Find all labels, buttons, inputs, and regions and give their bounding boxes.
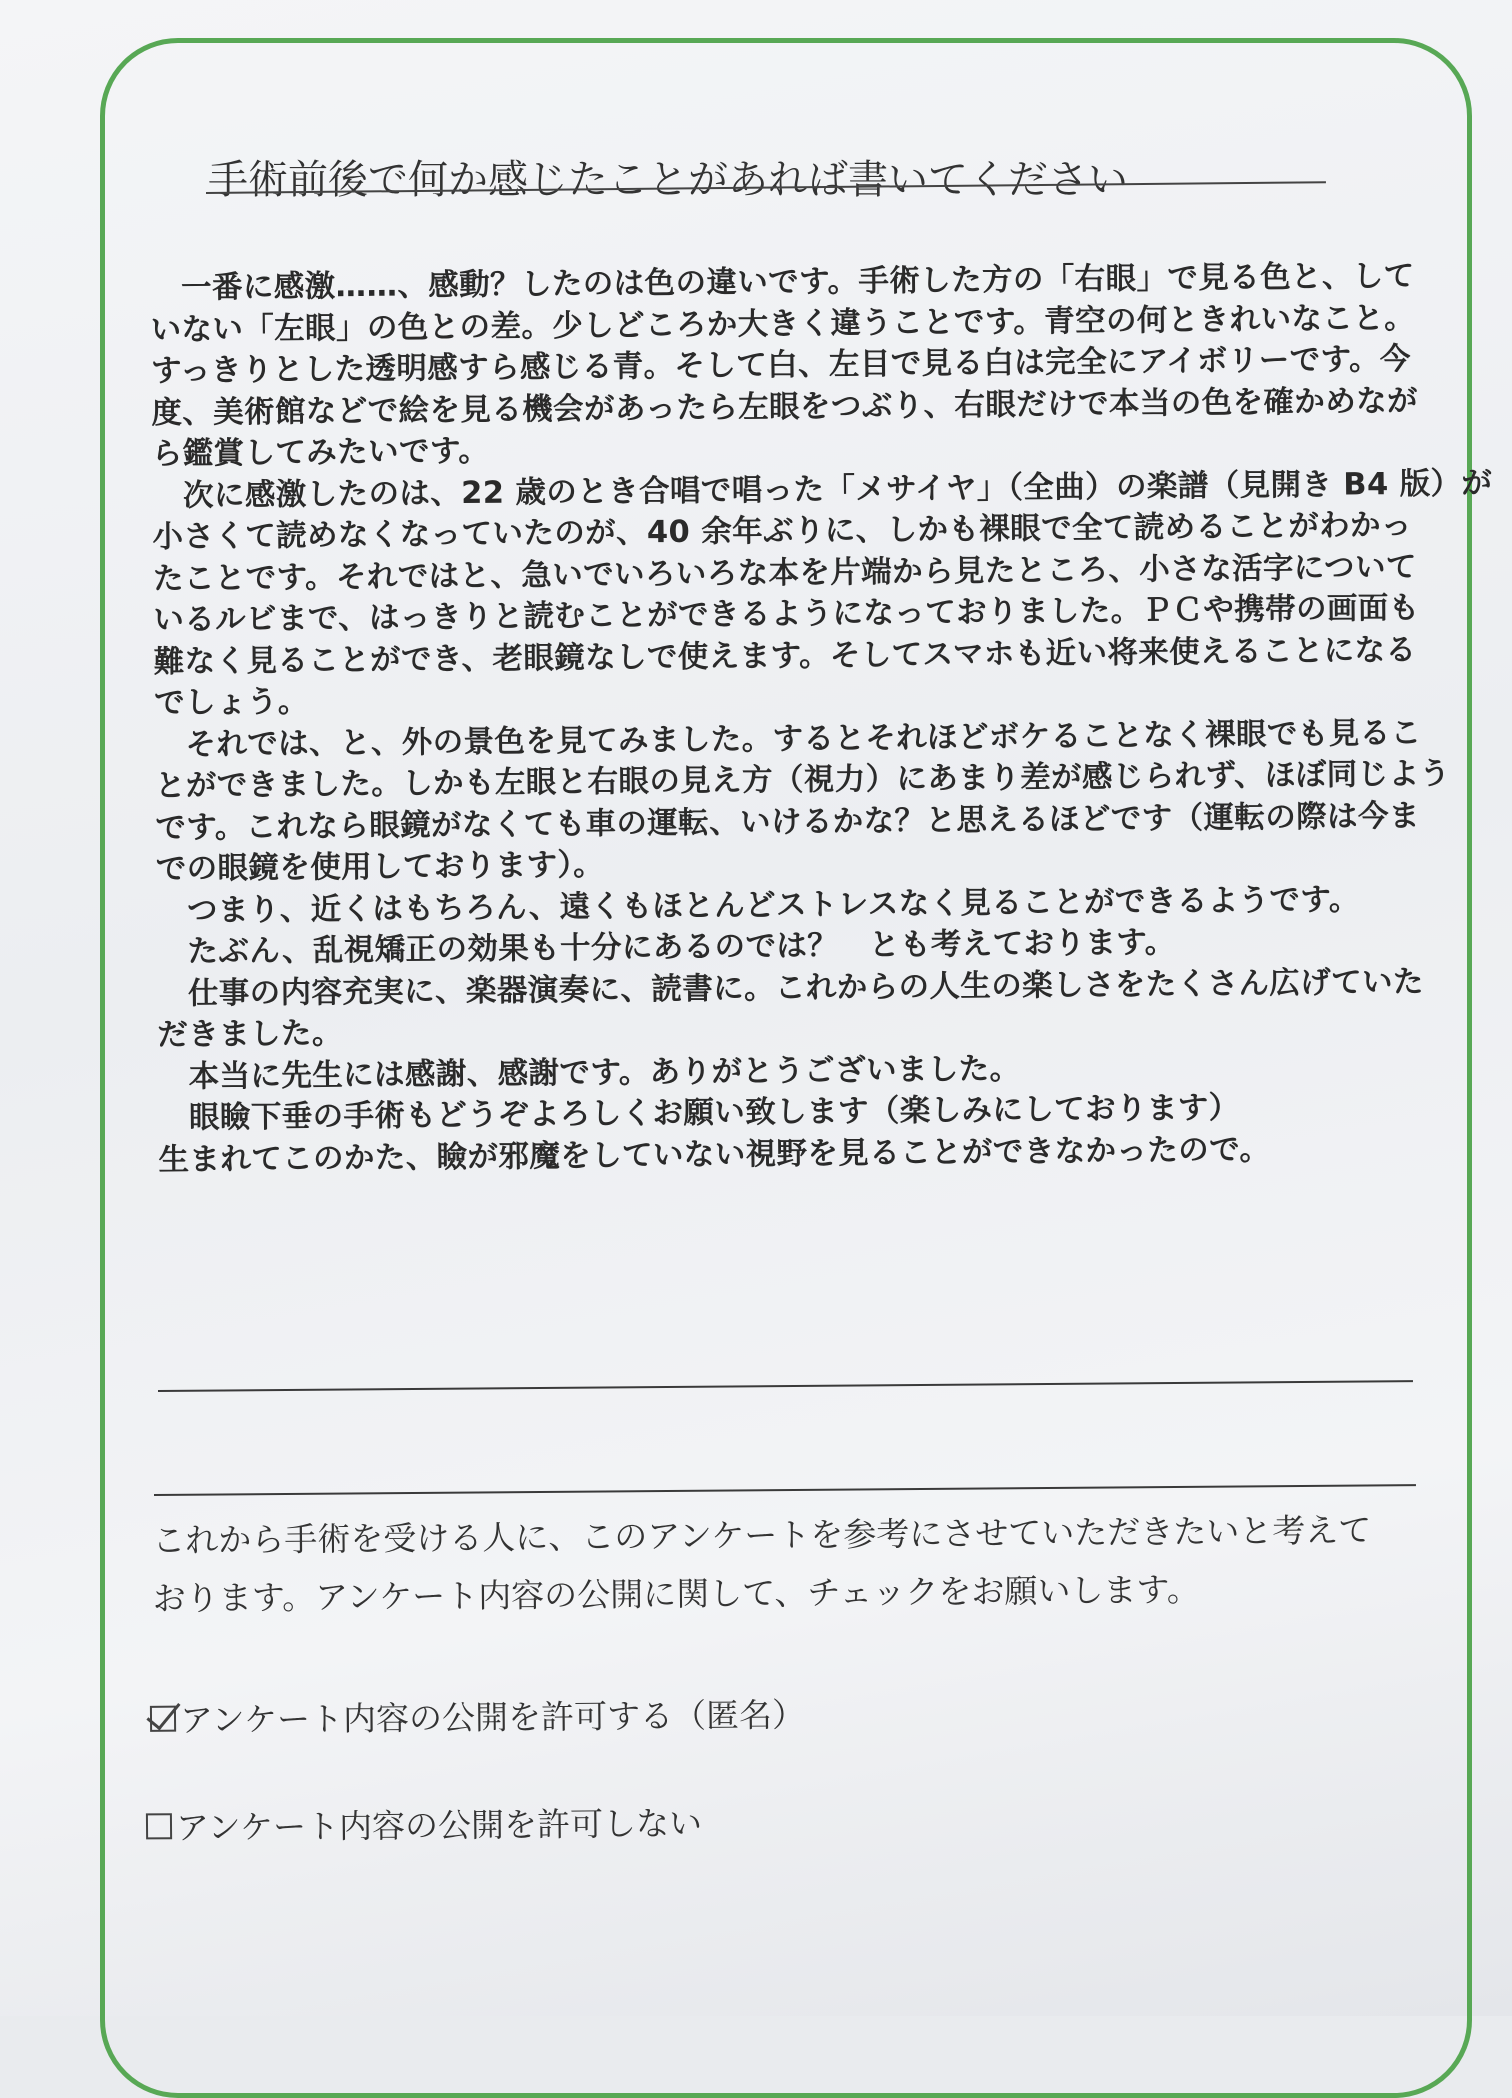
consent-option-allow[interactable] bbox=[150, 1689, 805, 1742]
answer-line: 度、美術館などで絵を見る機会があったら左眼をつぶり、右眼だけで本当の色を確かめなが bbox=[151, 383, 1419, 431]
answer-line: とができました。しかも左眼と右眼の見え方（視力）にあまり差が感じられず、ほぼ同じよう bbox=[154, 756, 1451, 804]
answer-line: です。これなら眼鏡がなくても車の運転、いけるかな？と思えるほどです（運転の際は今ま bbox=[155, 798, 1420, 846]
answer-line: いない「左眼」の色との差。少しどころか大きく違うことです。青空の何ときれいなこと。 bbox=[150, 300, 1416, 348]
answer-line: での眼鏡を使用しております）。 bbox=[155, 847, 605, 887]
answer-line: いるルビまで、はっきりと読むことができるようになっておりました。ＰＣや携帯の画面も bbox=[153, 590, 1420, 638]
answer-line: 生まれてこのかた、瞼が邪魔をしていない視野を見ることができなかったので。 bbox=[158, 1131, 1271, 1178]
consent-note bbox=[152, 1501, 1443, 1628]
answer-line: でしょう。 bbox=[154, 684, 309, 721]
consent-option-label: アンケート内容の公開を許可しない bbox=[175, 1803, 703, 1848]
answer-line: 一番に感激……、感動？したのは色の違いです。手術した方の「右眼」で見る色と、して bbox=[150, 258, 1415, 306]
consent-note-line: これから手術を受ける人に、このアンケートを参考にさせていただきたいと考えて bbox=[152, 1510, 1372, 1560]
answer-line: 本当に先生には感謝、感謝です。ありがとうございました。 bbox=[157, 1051, 1021, 1095]
checkbox-checked-icon[interactable] bbox=[150, 1705, 176, 1731]
answer-line: つまり、近くはもちろん、遠くもほとんどストレスなく見ることができるようです。 bbox=[156, 881, 1360, 929]
consent-option-label: アンケート内容の公開を許可する（匿名） bbox=[179, 1695, 806, 1740]
consent-note-line: おります。アンケート内容の公開に関して、チェックをお願いします。 bbox=[152, 1569, 1200, 1618]
answer-text-block bbox=[150, 256, 1493, 1181]
answer-line: 小さくて読めなくなっていたのが、40 余年ぶりに、しかも裸眼で全て読めることがわかっ bbox=[152, 507, 1413, 555]
answer-line: 次に感激したのは、22 歳のとき合唱で唱った「メサイヤ」（全曲）の楽譜（見開き B4 版）が bbox=[152, 465, 1493, 514]
answer-line: だきました。 bbox=[157, 1016, 343, 1053]
answer-line: たぶん、乱視矯正の効果も十分にあるのでは？ とも考えております。 bbox=[156, 925, 1176, 970]
answer-line: すっきりとした透明感すら感じる青。そして白、左目で見る白は完全にアイボリーです。今 bbox=[150, 341, 1411, 389]
question-title: 手術前後で何か感じたことがあれば書いてください bbox=[208, 157, 1128, 203]
checkbox-empty-icon[interactable] bbox=[146, 1813, 172, 1839]
answer-line: 眼瞼下垂の手術もどうぞよろしくお願い致します（楽しみにしております） bbox=[157, 1090, 1240, 1136]
answer-line: それでは、と、外の景色を見てみました。するとそれほどボケることなく裸眼でも見るこ bbox=[154, 715, 1422, 763]
consent-option-deny[interactable] bbox=[146, 1798, 702, 1850]
answer-line: ら鑑賞してみたいです。 bbox=[151, 433, 490, 472]
answer-line: 仕事の内容充実に、楽器演奏に、読書に。これからの人生の楽しさをたくさん広げていた bbox=[156, 964, 1424, 1012]
answer-line: たことです。それではと、急いでいろいろな本を片端から見たところ、小さな活字について bbox=[152, 549, 1417, 597]
answer-line: 難なく見ることができ、老眼鏡なしで使えます。そしてスマホも近い将来使えることになる bbox=[153, 632, 1417, 680]
